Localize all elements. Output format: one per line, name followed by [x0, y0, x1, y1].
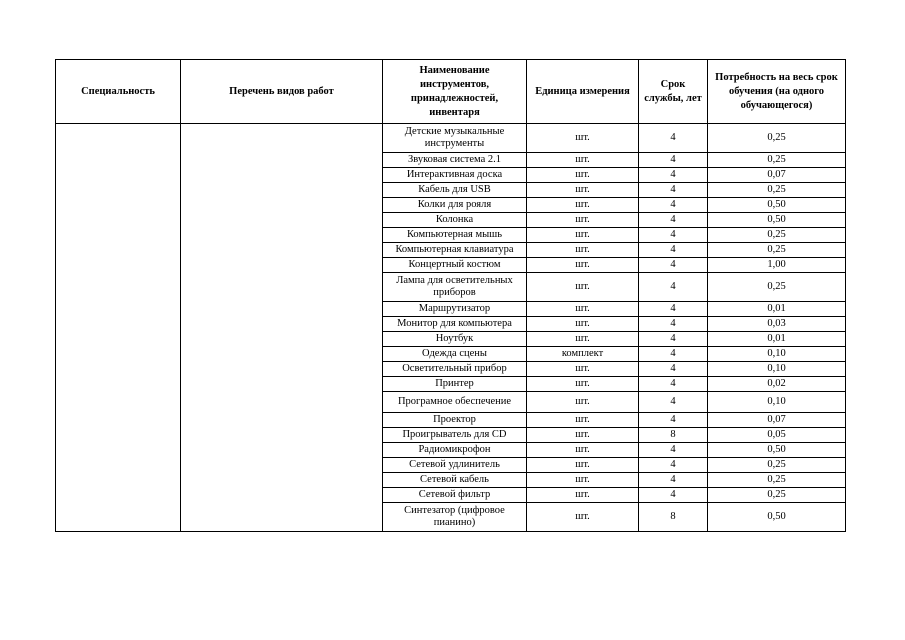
item-life: 4 [639, 377, 708, 392]
table-header-row [56, 60, 846, 124]
item-unit: шт. [527, 458, 639, 473]
header-need: Потребность на весь срок обучения (на одного обучающегося) [708, 60, 846, 124]
item-life: 4 [639, 392, 708, 413]
item-life: 4 [639, 473, 708, 488]
item-need: 0,07 [708, 413, 846, 428]
item-name: Детские музыкальные инструменты [383, 124, 527, 153]
item-unit: шт. [527, 213, 639, 228]
item-life: 4 [639, 124, 708, 153]
item-need: 0,50 [708, 443, 846, 458]
item-need: 0,10 [708, 362, 846, 377]
item-name: Проигрыватель для CD [383, 428, 527, 443]
item-life: 4 [639, 183, 708, 198]
item-life: 4 [639, 347, 708, 362]
item-life: 4 [639, 362, 708, 377]
item-unit: шт. [527, 428, 639, 443]
item-life: 4 [639, 168, 708, 183]
item-name: Одежда сцены [383, 347, 527, 362]
item-unit: шт. [527, 302, 639, 317]
item-unit: шт. [527, 332, 639, 347]
item-need: 0,50 [708, 213, 846, 228]
item-life: 4 [639, 258, 708, 273]
item-name: Компьютерная клавиатура [383, 243, 527, 258]
item-need: 1,00 [708, 258, 846, 273]
item-name: Проектор [383, 413, 527, 428]
item-unit: шт. [527, 273, 639, 302]
item-unit: шт. [527, 243, 639, 258]
item-name: Радиомикрофон [383, 443, 527, 458]
header-works: Перечень видов работ [181, 60, 383, 124]
item-unit: шт. [527, 488, 639, 503]
item-life: 8 [639, 503, 708, 532]
item-name: Звуковая система 2.1 [383, 153, 527, 168]
item-need: 0,25 [708, 488, 846, 503]
works-cell [181, 124, 383, 532]
item-unit: шт. [527, 473, 639, 488]
item-name: Лампа для осветительных приборов [383, 273, 527, 302]
equipment-table [55, 59, 846, 532]
item-need: 0,50 [708, 198, 846, 213]
item-need: 0,25 [708, 458, 846, 473]
item-unit: шт. [527, 153, 639, 168]
item-unit: шт. [527, 413, 639, 428]
item-life: 4 [639, 488, 708, 503]
item-need: 0,25 [708, 153, 846, 168]
item-need: 0,25 [708, 183, 846, 198]
item-name: Монитор для компьютера [383, 317, 527, 332]
item-need: 0,03 [708, 317, 846, 332]
item-life: 4 [639, 332, 708, 347]
header-life: Срок службы, лет [639, 60, 708, 124]
item-need: 0,02 [708, 377, 846, 392]
item-need: 0,25 [708, 228, 846, 243]
item-unit: шт. [527, 392, 639, 413]
item-unit: шт. [527, 168, 639, 183]
item-name: Колки для рояля [383, 198, 527, 213]
item-name: Ноутбук [383, 332, 527, 347]
item-unit: шт. [527, 317, 639, 332]
item-unit: шт. [527, 362, 639, 377]
item-unit: шт. [527, 183, 639, 198]
item-need: 0,01 [708, 332, 846, 347]
item-need: 0,01 [708, 302, 846, 317]
header-name: Наименование инструментов, принадлежностей, инвентаря [383, 60, 527, 124]
item-life: 4 [639, 153, 708, 168]
table-row [56, 124, 846, 153]
item-life: 4 [639, 317, 708, 332]
item-need: 0,25 [708, 124, 846, 153]
item-need: 0,25 [708, 473, 846, 488]
item-name: Програмное обеспечение [383, 392, 527, 413]
item-unit: шт. [527, 503, 639, 532]
item-need: 0,25 [708, 243, 846, 258]
item-need: 0,10 [708, 347, 846, 362]
item-name: Принтер [383, 377, 527, 392]
item-life: 4 [639, 198, 708, 213]
item-need: 0,05 [708, 428, 846, 443]
item-need: 0,07 [708, 168, 846, 183]
item-life: 4 [639, 213, 708, 228]
item-name: Маршрутизатор [383, 302, 527, 317]
item-unit: шт. [527, 228, 639, 243]
item-unit: шт. [527, 258, 639, 273]
item-name: Колонка [383, 213, 527, 228]
item-unit: шт. [527, 377, 639, 392]
item-life: 4 [639, 228, 708, 243]
item-name: Концертный костюм [383, 258, 527, 273]
header-unit: Единица измерения [527, 60, 639, 124]
item-name: Синтезатор (цифровое пианино) [383, 503, 527, 532]
item-life: 4 [639, 302, 708, 317]
item-name: Сетевой удлинитель [383, 458, 527, 473]
item-name: Компьютерная мышь [383, 228, 527, 243]
specialty-cell [56, 124, 181, 532]
item-need: 0,10 [708, 392, 846, 413]
item-unit: шт. [527, 443, 639, 458]
item-life: 4 [639, 458, 708, 473]
item-life: 4 [639, 243, 708, 258]
item-name: Осветительный прибор [383, 362, 527, 377]
header-specialty: Специальность [56, 60, 181, 124]
item-name: Кабель для USB [383, 183, 527, 198]
item-unit: шт. [527, 124, 639, 153]
item-life: 4 [639, 443, 708, 458]
item-life: 8 [639, 428, 708, 443]
item-life: 4 [639, 273, 708, 302]
item-name: Интерактивная доска [383, 168, 527, 183]
item-name: Сетевой кабель [383, 473, 527, 488]
item-unit: комплект [527, 347, 639, 362]
item-need: 0,50 [708, 503, 846, 532]
item-life: 4 [639, 413, 708, 428]
item-name: Сетевой фильтр [383, 488, 527, 503]
item-unit: шт. [527, 198, 639, 213]
item-need: 0,25 [708, 273, 846, 302]
